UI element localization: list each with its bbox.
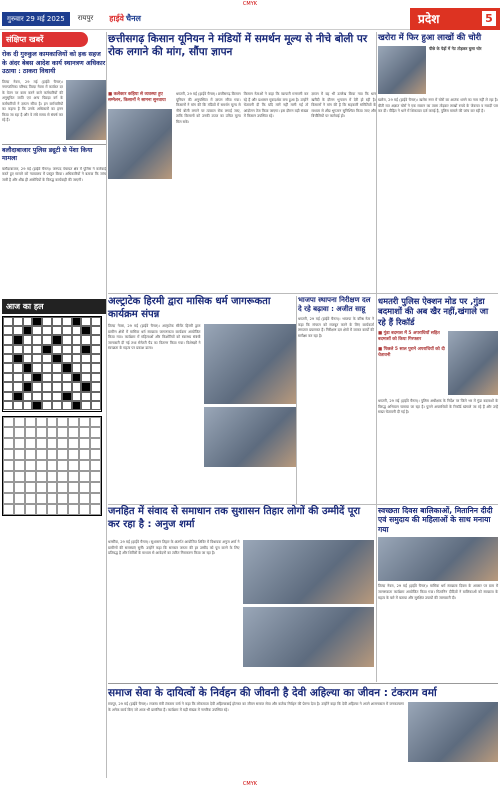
police-headline: धमतरी पुलिस ऐक्शन मोड पर ,गुंडा बदमाशों की अब खैर नहीं,खंगाले जा रहे हैं रिकॉर्ड [378, 296, 489, 327]
side-story-theft-caption: पीछे के पेड़ों में गेट तोड़कर घुसा चोर [429, 46, 482, 52]
sudoku-cell [57, 460, 68, 471]
crossword-cell [32, 326, 42, 335]
sudoku-cell [25, 417, 36, 428]
sudoku-cell [68, 449, 79, 460]
crossword-cell [32, 317, 42, 326]
crossword-cell [23, 363, 33, 372]
sudoku-cell [14, 504, 25, 515]
crossword-cell [72, 382, 82, 391]
sudoku-cell [47, 471, 58, 482]
brief-story-1-body: तिल्दा नेवरा, 29 मई (हाईवे चैनल)। नगरपालिका परिषद तिल्दा नेवरा में कार्यरत दर के वेतन पर काम करने वाले कर्मचारियों की अनुसूचित जाति एवं अन्य पिछड़ा वर्ग के कर्मचारियों ने ज्ञापन सौंपा है। इन कर्मचारियों का कहना है कि उनके अधिकारों का हनन किया जा रहा है और वे लंबे समय से संघर्ष कर रहे हैं। [2, 79, 63, 123]
sushasan-body: धरसींवा, 29 मई (हाईवे चैनल)। सुशासन तिहार के अंतर्गत आयोजित शिविर में विधायक अनुज शर्मा ने ग्रामीणों की समस्याएं सुनीं। उन्होंने कहा कि सरकार जनता की हर उम्मीद को पूरा करने के लिए प्रतिबद्ध है और शिविरों के माध्यम से आवेदनों का त्वरित निराकरण किया जा रहा है। [108, 540, 240, 556]
crossword-cell [52, 335, 62, 344]
sudoku-cell [90, 482, 101, 493]
issue-date: गुरुवार 29 मई 2025 [2, 12, 70, 26]
sudoku-cell [79, 460, 90, 471]
sudoku-cell [25, 460, 36, 471]
sudoku-cell [47, 449, 58, 460]
crossword-cell [81, 401, 91, 410]
crossword-cell [72, 354, 82, 363]
crossword-cell [3, 317, 13, 326]
crossword-cell [3, 345, 13, 354]
sudoku-cell [3, 471, 14, 482]
hygiene-day-headline: स्वच्छता दिवस बालिकाओं, मितानिन दीदी एवं समुदाय की महिलाओं के साथ मनाया गया [378, 506, 493, 534]
sudoku-cell [79, 449, 90, 460]
sudoku-cell [57, 493, 68, 504]
sudoku-cell [14, 449, 25, 460]
sudoku-cell [3, 427, 14, 438]
crossword-cell [72, 401, 82, 410]
sudoku-cell [36, 471, 47, 482]
sushasan-story [108, 540, 374, 682]
sudoku-cell [25, 482, 36, 493]
sudoku-cell [57, 417, 68, 428]
sudoku-cell [79, 482, 90, 493]
sudoku-cell [90, 438, 101, 449]
edition-city: रायपुर [77, 14, 94, 22]
sudoku-cell [47, 482, 58, 493]
main-headline: छत्तीसगढ़ किसान यूनियन ने मंडियों में समर्थन मूल्य से नीचे बोली पर रोक लगाने की मांग, सौंपा ज्ञापन [108, 33, 368, 59]
crossword-cell [72, 373, 82, 382]
main-story [108, 92, 376, 292]
bjp-story [298, 296, 374, 506]
sudoku-cell [14, 427, 25, 438]
sudoku-cell [14, 417, 25, 428]
crossword-cell [81, 363, 91, 372]
bjp-body: धमतरी, 29 मई (हाईवे चैनल)। भाजपा के वरिष्ठ नेता ने कहा कि संगठन को मजबूत करने के लिए कार्यकर्ता लगातार प्रयासरत हैं। निरीक्षण दल क्षेत्रों में जाकर कार्यों की समीक्षा कर रहा है। [298, 317, 374, 338]
crossword-cell [13, 363, 23, 372]
ahilya-story [108, 702, 498, 778]
crossword-cell [72, 335, 82, 344]
sudoku-cell [90, 417, 101, 428]
main-story-bullet: ■ कलेक्टर कहिया से व्यवस्था हुए सम्मेलन, किसानों ने सामना सुनवाया [108, 92, 166, 104]
crossword-cell [32, 354, 42, 363]
crossword-cell [52, 345, 62, 354]
sudoku-cell [79, 493, 90, 504]
crossword-cell [62, 345, 72, 354]
crossword-cell [62, 354, 72, 363]
left-column [2, 32, 106, 777]
crossword-cell [72, 317, 82, 326]
sudoku-cell [36, 482, 47, 493]
sudoku-cell [68, 482, 79, 493]
crossword-cell [62, 317, 72, 326]
sudoku-cell [25, 504, 36, 515]
sudoku-cell [36, 460, 47, 471]
page-header [0, 8, 500, 30]
side-story-theft-photo [378, 46, 426, 94]
sudoku-cell [3, 493, 14, 504]
crossword-cell [42, 382, 52, 391]
ahilya-headline: समाज सेवा के दायित्वों के निर्वहन की जीवनी है देवी अहिल्या का जीवन : टंकराम वर्मा [108, 683, 498, 700]
crossword-cell [91, 317, 101, 326]
crossword-cell [42, 401, 52, 410]
crossword-cell [13, 373, 23, 382]
crossword-cell [13, 382, 23, 391]
hygiene-day-body: तिल्दा नेवरा, 29 मई (हाईवे चैनल)। मासिक धर्म स्वच्छता दिवस के अवसर पर ग्राम में जागरूकता कार्यक्रम आयोजित किया गया। मितानिन दीदियों ने बालिकाओं को स्वच्छता के महत्व के बारे में बताया और सुरक्षित उपायों की जानकारी दी। [378, 584, 498, 600]
crossword-cell [52, 317, 62, 326]
crossword-cell [91, 373, 101, 382]
crossword-cell [3, 354, 13, 363]
crossword-cell [52, 382, 62, 391]
police-body: धमतरी, 29 मई (हाईवे चैनल)। पुलिस अधीक्षक के निर्देश पर जिले भर में गुंडा बदमाशों के विरुद्ध अभियान चलाया जा रहा है। पुराने अपराधियों के रिकॉर्ड खंगाले जा रहे हैं और उन्हें सख्त चेतावनी दी गई है। [378, 399, 498, 415]
brief-news-title: संक्षिप्त खबरें [2, 32, 88, 47]
sudoku-cell [79, 504, 90, 515]
sudoku-cell [68, 427, 79, 438]
sudoku-cell [90, 504, 101, 515]
crossword-cell [81, 392, 91, 401]
sudoku-cell [57, 427, 68, 438]
sudoku-cell [14, 438, 25, 449]
crossword-cell [3, 363, 13, 372]
crossword-cell [52, 363, 62, 372]
crossword-cell [72, 326, 82, 335]
sudoku-grid [2, 416, 102, 516]
sudoku-cell [3, 504, 14, 515]
crossword-cell [91, 401, 101, 410]
crossword-cell [62, 363, 72, 372]
crossword-cell [3, 326, 13, 335]
crossword-cell [42, 317, 52, 326]
sushasan-photo-2 [243, 607, 375, 667]
crossword-cell [23, 354, 33, 363]
sudoku-cell [25, 471, 36, 482]
crossword-cell [81, 345, 91, 354]
crossword-cell [42, 363, 52, 372]
sudoku-cell [36, 504, 47, 515]
crossword-cell [81, 382, 91, 391]
crossword-cell [91, 345, 101, 354]
sudoku-cell [25, 449, 36, 460]
crossword-cell [52, 326, 62, 335]
crossword-cell [32, 363, 42, 372]
main-body-col-1: धमतरी, 29 मई (हाईवे चैनल)। छत्तीसगढ़ किसान यूनियन की अनुपस्थित में ज्ञापन सौंपा गया। किसानों ने मांग की कि मंडियों में समर्थन मूल्य से नीचे बोली लगाने पर तत्काल रोक लगाई जाए, ताकि किसानों को उनकी उपज का उचित मूल्य मिल सके। [176, 92, 241, 124]
sudoku-cell [14, 460, 25, 471]
crossword-cell [91, 363, 101, 372]
sudoku-cell [57, 504, 68, 515]
crossword-cell [32, 335, 42, 344]
crossword-cell [52, 401, 62, 410]
crossword-cell [62, 392, 72, 401]
crossword-cell [72, 345, 82, 354]
ultratech-story [108, 324, 296, 502]
crossword-cell [72, 363, 82, 372]
sudoku-cell [3, 482, 14, 493]
sudoku-cell [47, 427, 58, 438]
crossword-cell [13, 335, 23, 344]
crossword-cell [42, 345, 52, 354]
brief-story-2-body: बलौदाबाजार, 29 मई (हाईवे चैनल)। जनपद पंचायत क्षेत्र में पुलिस ने कार्रवाई करते हुए मामले को न्यायालय में प्रस्तुत किया। अधिकारियों ने बताया कि जांच जारी है और शीघ्र ही आरोपियों के विरुद्ध कार्यवाही की जाएगी। [2, 166, 106, 182]
crossword-cell [91, 326, 101, 335]
cmyk-mark: CMYK [242, 1, 258, 7]
crossword-cell [81, 317, 91, 326]
sudoku-cell [36, 417, 47, 428]
sudoku-cell [57, 438, 68, 449]
page-number: 5 [482, 11, 496, 26]
crossword-cell [81, 354, 91, 363]
ultratech-body: तिल्दा नेवरा, 29 मई (हाईवे चैनल)। अल्ट्राटेक सीमेंट हिरमी द्वारा ग्रामीण क्षेत्रों में मासिक धर्म स्वच्छता जागरूकता कार्यक्रम आयोजित किया गया। कार्यक्रम में महिलाओं और किशोरियों को स्वास्थ्य संबंधी जानकारी दी गई तथा सेनेटरी पैड का वितरण किया गया। विशेषज्ञों ने स्वच्छता के महत्व पर प्रकाश डाला। [108, 324, 201, 351]
crossword-cell [72, 392, 82, 401]
brand-name-b: चैनल [126, 14, 141, 23]
sudoku-cell [14, 482, 25, 493]
sudoku-cell [25, 427, 36, 438]
sudoku-cell [36, 493, 47, 504]
sudoku-cell [47, 493, 58, 504]
crossword-cell [13, 345, 23, 354]
sudoku-cell [25, 438, 36, 449]
side-story-theft-headline: खरोरा में फिर हुआ लाखों की चोरी [378, 32, 482, 42]
sudoku-cell [68, 471, 79, 482]
crossword-cell [32, 345, 42, 354]
sudoku-cell [14, 493, 25, 504]
sudoku-cell [68, 417, 79, 428]
crossword-cell [52, 354, 62, 363]
crossword-cell [3, 392, 13, 401]
crossword-cell [32, 373, 42, 382]
hygiene-day-story [378, 506, 498, 682]
crossword-cell [32, 401, 42, 410]
sudoku-cell [47, 417, 58, 428]
main-body-col-3: ज्ञापन में यह भी उल्लेख किया गया कि धान खरीदी के दौरान भुगतान में देरी हो रही है। किसानों ने मांग की है कि सहकारी समितियों के माध्यम से शीघ्र भुगतान सुनिश्चित किया जाए और बिचौलियों पर कार्रवाई हो। [311, 92, 377, 119]
crossword-cell [13, 401, 23, 410]
ultratech-photo-1 [204, 324, 297, 404]
sudoku-cell [79, 438, 90, 449]
sudoku-cell [47, 438, 58, 449]
crossword-cell [3, 401, 13, 410]
crossword-cell [23, 326, 33, 335]
crossword-cell [3, 335, 13, 344]
crossword-cell [23, 345, 33, 354]
side-story-theft [378, 32, 498, 292]
crossword-cell [13, 392, 23, 401]
crossword-cell [62, 401, 72, 410]
crossword-cell [23, 401, 33, 410]
main-body-col-2: किसान नेताओं ने कहा कि व्यापारी मनमानी कर रहे हैं और प्रशासन मूकदर्शक बना हुआ है। उन्होंने चेतावनी दी कि यदि मांगें नहीं मानी गईं तो आंदोलन तेज किया जाएगा। इस दौरान बड़ी संख्या में किसान उपस्थित रहे। [243, 92, 309, 119]
ultratech-photo-2 [204, 407, 297, 467]
crossword-cell [3, 382, 13, 391]
crossword-cell [62, 373, 72, 382]
sudoku-cell [25, 493, 36, 504]
sudoku-cell [68, 504, 79, 515]
sudoku-cell [68, 493, 79, 504]
sudoku-cell [79, 417, 90, 428]
sudoku-cell [3, 449, 14, 460]
hygiene-day-photo [378, 537, 498, 581]
sudoku-cell [57, 449, 68, 460]
sudoku-cell [47, 460, 58, 471]
crossword-cell [23, 317, 33, 326]
crossword-cell [62, 326, 72, 335]
cmyk-mark-bottom: CMYK [242, 781, 258, 787]
crossword-cell [81, 373, 91, 382]
side-story-theft-body: खरोरा, 29 मई (हाईवे चैनल)। खरोरा नगर में चोरों का आतंक थमने का नाम नहीं ले रहा है। बीती रात अज्ञात चोरों ने एक मकान का ताला तोड़कर लाखों रुपये के जेवरात व नकदी पार कर दी। पीड़ित ने थाने में शिकायत दर्ज कराई है, पुलिस मामले की जांच कर रही है। [378, 98, 498, 114]
crossword-cell [32, 382, 42, 391]
sushasan-photo-1 [243, 540, 375, 604]
sudoku-cell [90, 493, 101, 504]
crossword-cell [3, 373, 13, 382]
sudoku-cell [79, 471, 90, 482]
ultratech-headline: अल्ट्राटेक हिरमी द्वारा मासिक धर्म जागरूकता कार्यक्रम संपन्न [108, 296, 271, 320]
crossword-cell [42, 335, 52, 344]
crossword-cell [62, 382, 72, 391]
crossword-cell [81, 326, 91, 335]
police-story [378, 296, 498, 506]
crossword-cell [23, 392, 33, 401]
crossword-cell [91, 382, 101, 391]
sudoku-cell [90, 471, 101, 482]
crossword-cell [91, 335, 101, 344]
crossword-cell [42, 373, 52, 382]
sudoku-cell [57, 471, 68, 482]
sudoku-cell [90, 460, 101, 471]
sudoku-cell [90, 427, 101, 438]
crossword-cell [52, 373, 62, 382]
sudoku-cell [79, 427, 90, 438]
crossword-cell [13, 326, 23, 335]
sudoku-cell [57, 482, 68, 493]
sudoku-cell [3, 438, 14, 449]
crossword-cell [23, 382, 33, 391]
sudoku-cell [36, 427, 47, 438]
police-bullet-1: ■ गुंडा बदमाश में 5 अपराधियों सहित बदमाशों को किया गिरफ्तार [378, 331, 440, 343]
crossword-cell [42, 326, 52, 335]
bjp-headline: भाजपा स्थापना निरीक्षण दल दे रहे बढ़ावा : अजीत साहू [298, 296, 371, 314]
crossword-cell [23, 373, 33, 382]
crossword-cell [62, 335, 72, 344]
crossword-cell [42, 392, 52, 401]
brief-story-1-photo [66, 80, 106, 140]
brand-name-a: हाईवे [109, 14, 124, 23]
ahilya-photo [408, 702, 498, 762]
police-bullet-2: ■ पिछले 5 साल पुराने अपराधियों को दी चेतावनी [378, 346, 445, 359]
section-label [410, 8, 500, 30]
crossword-cell [91, 392, 101, 401]
sushasan-headline: जनहित में संवाद से समाधान तक सुशासन तिहार लोगों की उम्मीदें पूरा कर रहा है : अनुज शर्मा [108, 506, 361, 530]
crossword-cell [13, 317, 23, 326]
ahilya-body: रायपुर, 29 मई (हाईवे चैनल)। राजस्व मंत्री टंकराम वर्मा ने कहा कि लोकमाता देवी अहिल्याबाई होल्कर का जीवन समाज सेवा और कर्तव्य निर्वहन की प्रेरणा देता है। उन्होंने कहा कि देवी अहिल्या ने अपने शासनकाल में जनकल्याण के अनेक कार्य किए जो आज भी प्रासंगिक हैं। कार्यक्रम में बड़ी संख्या में नागरिक उपस्थित रहे। [108, 702, 404, 712]
crossword-cell [13, 354, 23, 363]
sudoku-cell [36, 438, 47, 449]
sudoku-cell [68, 438, 79, 449]
sudoku-cell [68, 460, 79, 471]
main-story-photo [108, 109, 172, 179]
crossword-cell [23, 335, 33, 344]
sudoku-cell [90, 449, 101, 460]
crossword-cell [91, 354, 101, 363]
police-photo [448, 331, 498, 395]
sudoku-cell [47, 504, 58, 515]
crossword-grid [2, 316, 102, 412]
sudoku-cell [36, 449, 47, 460]
puzzle-title: आज का हल [2, 299, 106, 314]
crossword-cell [32, 392, 42, 401]
crossword-cell [42, 354, 52, 363]
sudoku-cell [3, 417, 14, 428]
brief-story-1-headline: रोक दी गुरुकुल कामकाजियों को हक सहज के अंदर बेबस आदेश कार्य स्थानत्रण अधिकार उठाया : ठाकरा विधायी [2, 51, 106, 75]
sudoku-cell [3, 460, 14, 471]
section-name: प्रदेश [418, 12, 440, 26]
crossword-cell [52, 392, 62, 401]
crossword-cell [81, 335, 91, 344]
sudoku-cell [14, 471, 25, 482]
brief-story-2-headline: बलौदाबाजार पुलिस ड्यूटी से पेंशा किया मामला [2, 144, 106, 164]
